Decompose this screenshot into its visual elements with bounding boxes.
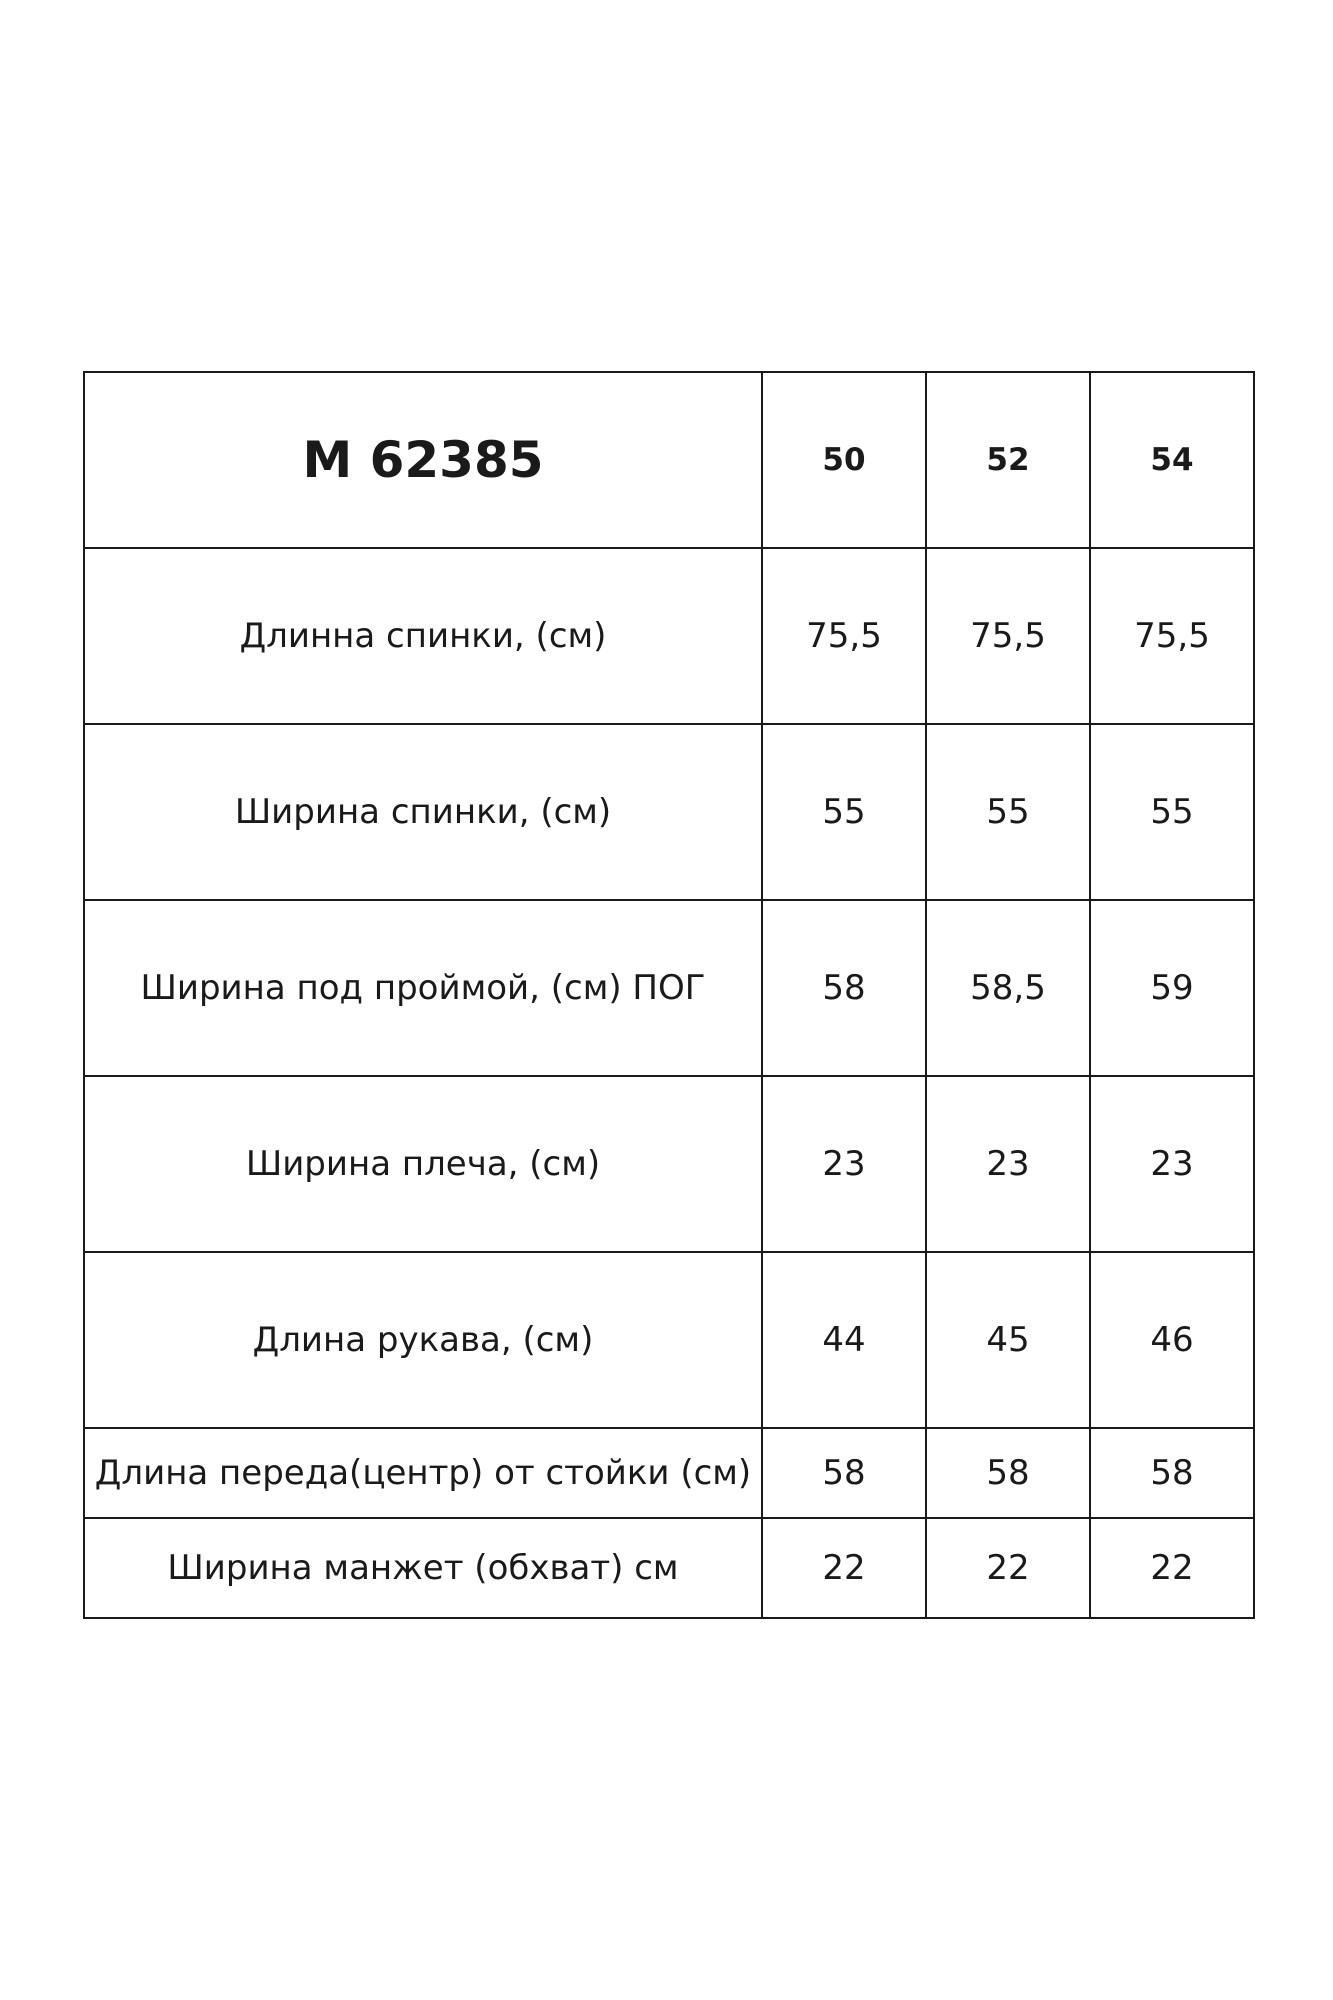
table-cell: 55	[762, 724, 926, 900]
table-row	[84, 1428, 1254, 1518]
table-cell: 46	[1090, 1252, 1254, 1428]
table-cell: 22	[762, 1518, 926, 1618]
table-cell: 58	[926, 1428, 1090, 1518]
table-cell: 59	[1090, 900, 1254, 1076]
table-row	[84, 1076, 1254, 1252]
table-cell: 23	[926, 1076, 1090, 1252]
table-cell: 58	[1090, 1428, 1254, 1518]
table-row	[84, 1252, 1254, 1428]
table-cell: 22	[1090, 1518, 1254, 1618]
table-cell: 45	[926, 1252, 1090, 1428]
row-label: Длина рукава, (см)	[84, 1252, 762, 1428]
table-cell: 23	[762, 1076, 926, 1252]
row-label: Ширина под проймой, (см) ПОГ	[84, 900, 762, 1076]
table-cell: 75,5	[926, 548, 1090, 724]
table-row	[84, 1518, 1254, 1618]
table-cell: 58	[762, 1428, 926, 1518]
table-row	[84, 900, 1254, 1076]
table-cell: 44	[762, 1252, 926, 1428]
table-cell: 23	[1090, 1076, 1254, 1252]
row-label: Ширина плеча, (см)	[84, 1076, 762, 1252]
size-header-54: 54	[1090, 372, 1254, 548]
row-label: Ширина манжет (обхват) см	[84, 1518, 762, 1618]
table-cell: 22	[926, 1518, 1090, 1618]
table-cell: 58	[762, 900, 926, 1076]
header-row	[84, 372, 1254, 548]
row-label: Ширина спинки, (см)	[84, 724, 762, 900]
table-cell: 55	[926, 724, 1090, 900]
table-row	[84, 548, 1254, 724]
table-row	[84, 724, 1254, 900]
model-number: M 62385	[84, 372, 762, 548]
table-cell: 75,5	[762, 548, 926, 724]
row-label: Длинна спинки, (см)	[84, 548, 762, 724]
size-header-50: 50	[762, 372, 926, 548]
table-cell: 75,5	[1090, 548, 1254, 724]
table-cell: 55	[1090, 724, 1254, 900]
size-chart-table	[83, 371, 1255, 1619]
table-cell: 58,5	[926, 900, 1090, 1076]
row-label: Длина переда(центр) от стойки (см)	[84, 1428, 762, 1518]
size-header-52: 52	[926, 372, 1090, 548]
